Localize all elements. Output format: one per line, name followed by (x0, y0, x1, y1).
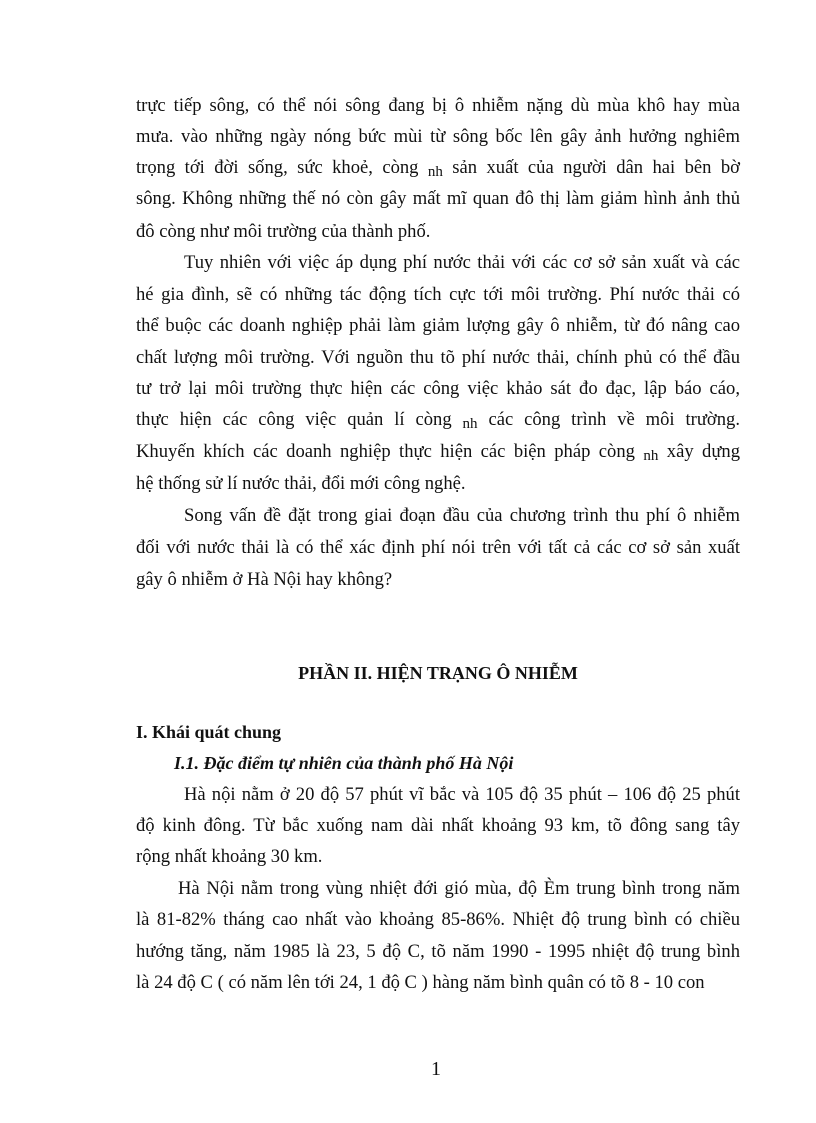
text-segment: thực hiện các công việc quản lí còng (136, 409, 463, 430)
text-line: thể buộc các doanh nghiệp phải làm giảm lượng gây ô nhiễm, từ đó nâng cao (136, 315, 740, 336)
text-segment: các công trình về môi trường. (477, 409, 740, 430)
text-line: chất lượng môi trường. Với nguồn thu tõ phí nước thải, chính phủ có thể đầu (136, 347, 740, 368)
text-line: hé gia đình, sẽ có những tác động tích cực tới môi trường. Phí nước thải có (136, 284, 740, 305)
text-line: đối với nước thải là có thể xác định phí nói trên với tất cả các cơ sở sản xuất (136, 537, 740, 558)
text-line: đô còng như môi trường của thành phố. (136, 221, 431, 242)
text-segment: Khuyến khích các doanh nghiệp thực hiện các biện pháp còng (136, 441, 644, 462)
text-line: Hà nội nằm ở 20 độ 57 phút vĩ bắc và 105 độ 35 phút – 106 độ 25 phút (184, 784, 740, 805)
text-line: Tuy nhiên với việc áp dụng phí nước thải với các cơ sở sản xuất và các (184, 252, 740, 273)
text-line (136, 409, 740, 432)
subsection-heading: I.1. Đặc điểm tự nhiên của thành phố Hà Nội (174, 753, 514, 773)
section-heading: I. Khái quát chung (136, 722, 282, 742)
subscript-fragment: nh (643, 448, 659, 464)
text-line: là 81-82% tháng cao nhất vào khoảng 85-86%. Nhiệt độ trung bình có chiều (136, 909, 740, 930)
text-line: rộng nhất khoảng 30 km. (136, 846, 323, 867)
text-line: sông. Không những thế nó còn gây mất mĩ quan đô thị làm giảm hình ảnh thủ (136, 188, 740, 209)
text-line: mưa. vào những ngày nóng bức mùi từ sông bốc lên gây ảnh hưởng nghiêm (136, 126, 740, 147)
text-line: hệ thống sử lí nước thải, đổi mới công nghệ. (136, 473, 466, 494)
text-line: Song vấn đề đặt trong giai đoạn đầu của chương trình thu phí ô nhiễm (184, 505, 740, 526)
text-line (136, 157, 740, 180)
text-line: tư trở lại môi trường thực hiện các công việc khảo sát đo đạc, lập báo cáo, (136, 378, 740, 399)
text-line: gây ô nhiễm ở Hà Nội hay không? (136, 569, 393, 590)
text-line: trực tiếp sông, có thể nói sông đang bị ô nhiễm nặng dù mùa khô hay mùa (136, 95, 740, 116)
text-line: độ kinh đông. Từ bắc xuống nam dài nhất khoảng 93 km, tõ đông sang tây (136, 815, 740, 836)
text-line: Hà Nội nằm trong vùng nhiệt đới gió mùa, độ Èm trung bình trong năm (178, 878, 740, 899)
subscript-fragment: nh (462, 416, 478, 432)
text-line: hướng tăng, năm 1985 là 23, 5 độ C, tõ năm 1990 - 1995 nhiệt độ trung bình (136, 941, 740, 962)
page-number: 1 (431, 1058, 441, 1080)
text-line: là 24 độ C ( có năm lên tới 24, 1 độ C ) hàng năm bình quân có tõ 8 - 10 con (136, 972, 705, 993)
part-heading: PHẦN II. HIỆN TRẠNG Ô NHIỄM (298, 663, 578, 683)
text-segment: trọng tới đời sống, sức khoẻ, còng (136, 157, 428, 178)
text-segment: sản xuất của người dân hai bên bờ (442, 157, 741, 178)
text-line (136, 441, 740, 464)
text-segment: xây dựng (658, 441, 740, 462)
subscript-fragment: nh (427, 164, 443, 180)
